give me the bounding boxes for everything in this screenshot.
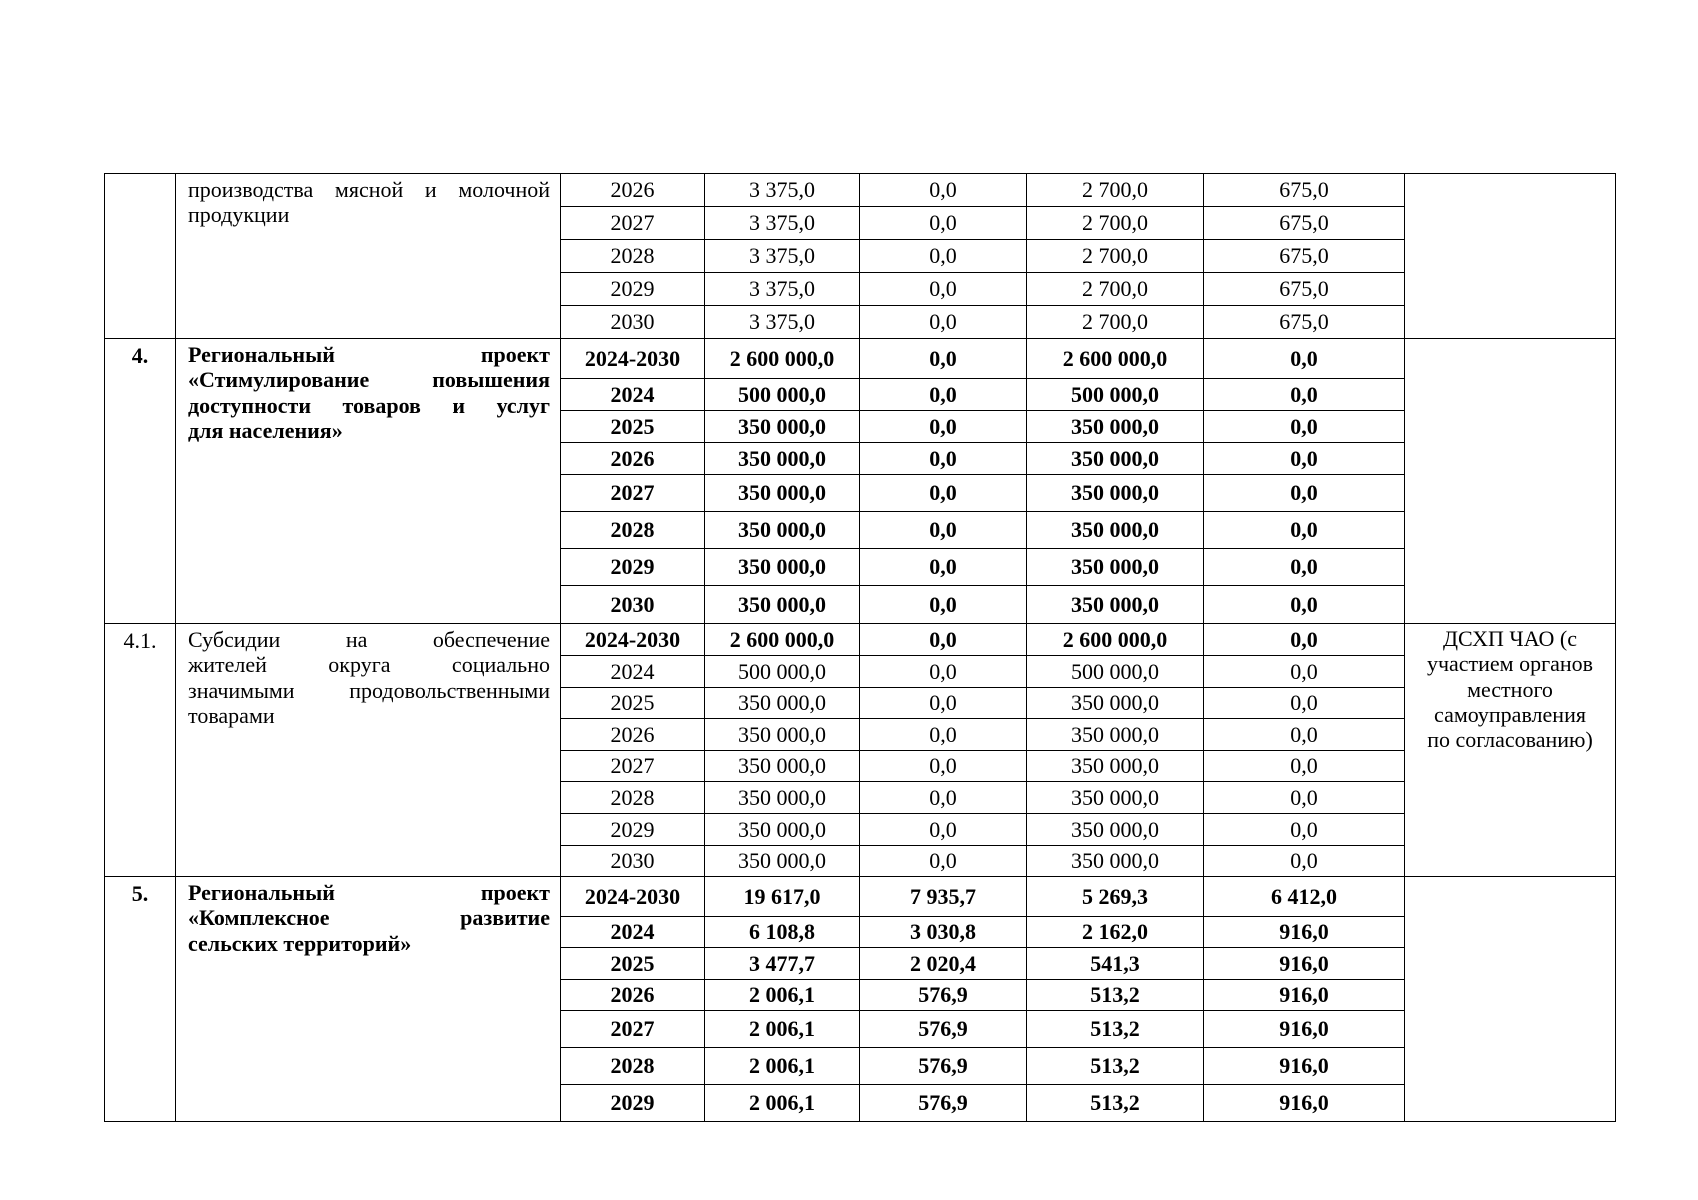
item-name bbox=[176, 624, 561, 877]
other-sources-cell: 0,0 bbox=[1204, 814, 1405, 846]
regional-budget-cell: 350 000,0 bbox=[1027, 782, 1204, 814]
total-cell: 2 006,1 bbox=[705, 980, 860, 1011]
item-name bbox=[176, 174, 561, 339]
responsible-executor bbox=[1405, 877, 1616, 1122]
other-sources-cell: 0,0 bbox=[1204, 656, 1405, 688]
item-name-line: продукции bbox=[188, 202, 290, 228]
regional-budget-cell: 513,2 bbox=[1027, 1085, 1204, 1122]
other-sources-cell: 0,0 bbox=[1204, 411, 1405, 443]
total-cell: 350 000,0 bbox=[705, 443, 860, 475]
regional-budget-cell: 541,3 bbox=[1027, 948, 1204, 980]
responsible-line: ДСХП ЧАО (с bbox=[1443, 626, 1577, 651]
total-cell: 350 000,0 bbox=[705, 688, 860, 719]
regional-budget-cell: 513,2 bbox=[1027, 1011, 1204, 1048]
item-name-line: «Стимулирование повышения bbox=[188, 367, 550, 393]
year-cell: 2028 bbox=[561, 512, 705, 549]
regional-budget-cell: 513,2 bbox=[1027, 980, 1204, 1011]
total-cell: 350 000,0 bbox=[705, 751, 860, 782]
total-cell: 350 000,0 bbox=[705, 846, 860, 877]
other-sources-cell: 0,0 bbox=[1204, 782, 1405, 814]
item-number: 5. bbox=[105, 877, 176, 1122]
other-sources-cell: 0,0 bbox=[1204, 751, 1405, 782]
table-row bbox=[105, 624, 1616, 656]
program-funding-table bbox=[104, 173, 1616, 1122]
federal-budget-cell: 0,0 bbox=[860, 751, 1027, 782]
federal-budget-cell: 0,0 bbox=[860, 475, 1027, 512]
item-number: 4.1. bbox=[105, 624, 176, 877]
regional-budget-cell: 5 269,3 bbox=[1027, 877, 1204, 917]
federal-budget-cell: 0,0 bbox=[860, 411, 1027, 443]
federal-budget-cell: 576,9 bbox=[860, 1011, 1027, 1048]
year-cell: 2027 bbox=[561, 207, 705, 240]
year-cell: 2024 bbox=[561, 656, 705, 688]
regional-budget-cell: 2 700,0 bbox=[1027, 174, 1204, 207]
regional-budget-cell: 350 000,0 bbox=[1027, 846, 1204, 877]
total-cell: 3 375,0 bbox=[705, 306, 860, 339]
regional-budget-cell: 500 000,0 bbox=[1027, 656, 1204, 688]
item-name-line: «Комплексное развитие bbox=[188, 905, 550, 931]
federal-budget-cell: 0,0 bbox=[860, 624, 1027, 656]
table-row bbox=[105, 877, 1616, 917]
year-cell: 2030 bbox=[561, 846, 705, 877]
year-cell: 2029 bbox=[561, 1085, 705, 1122]
total-cell: 350 000,0 bbox=[705, 814, 860, 846]
year-cell: 2024 bbox=[561, 379, 705, 411]
year-cell: 2029 bbox=[561, 814, 705, 846]
other-sources-cell: 0,0 bbox=[1204, 475, 1405, 512]
federal-budget-cell: 0,0 bbox=[860, 339, 1027, 379]
total-cell: 2 006,1 bbox=[705, 1085, 860, 1122]
item-number bbox=[105, 174, 176, 339]
federal-budget-cell: 576,9 bbox=[860, 1085, 1027, 1122]
year-cell: 2025 bbox=[561, 948, 705, 980]
total-cell: 350 000,0 bbox=[705, 782, 860, 814]
other-sources-cell: 916,0 bbox=[1204, 917, 1405, 948]
year-cell: 2025 bbox=[561, 688, 705, 719]
federal-budget-cell: 2 020,4 bbox=[860, 948, 1027, 980]
regional-budget-cell: 350 000,0 bbox=[1027, 688, 1204, 719]
federal-budget-cell: 0,0 bbox=[860, 656, 1027, 688]
responsible-line: самоуправления bbox=[1434, 701, 1586, 727]
regional-budget-cell: 350 000,0 bbox=[1027, 475, 1204, 512]
federal-budget-cell: 0,0 bbox=[860, 549, 1027, 586]
regional-budget-cell: 513,2 bbox=[1027, 1048, 1204, 1085]
total-cell: 500 000,0 bbox=[705, 379, 860, 411]
regional-budget-cell: 2 700,0 bbox=[1027, 273, 1204, 306]
other-sources-cell: 916,0 bbox=[1204, 980, 1405, 1011]
regional-budget-cell: 350 000,0 bbox=[1027, 443, 1204, 475]
other-sources-cell: 0,0 bbox=[1204, 339, 1405, 379]
item-name-line: товарами bbox=[188, 702, 275, 728]
other-sources-cell: 675,0 bbox=[1204, 273, 1405, 306]
federal-budget-cell: 0,0 bbox=[860, 379, 1027, 411]
federal-budget-cell: 0,0 bbox=[860, 586, 1027, 624]
regional-budget-cell: 2 600 000,0 bbox=[1027, 624, 1204, 656]
federal-budget-cell: 0,0 bbox=[860, 719, 1027, 751]
item-name-line: сельских территорий» bbox=[188, 930, 412, 956]
regional-budget-cell: 2 162,0 bbox=[1027, 917, 1204, 948]
other-sources-cell: 675,0 bbox=[1204, 207, 1405, 240]
table-row bbox=[105, 174, 1616, 207]
other-sources-cell: 0,0 bbox=[1204, 379, 1405, 411]
federal-budget-cell: 576,9 bbox=[860, 1048, 1027, 1085]
year-cell: 2029 bbox=[561, 273, 705, 306]
item-name bbox=[176, 339, 561, 624]
item-name-line: для населения» bbox=[188, 417, 343, 443]
regional-budget-cell: 350 000,0 bbox=[1027, 814, 1204, 846]
item-name-line: Региональный проект bbox=[188, 880, 550, 905]
year-cell: 2028 bbox=[561, 240, 705, 273]
table-row bbox=[105, 339, 1616, 379]
other-sources-cell: 6 412,0 bbox=[1204, 877, 1405, 917]
total-cell: 350 000,0 bbox=[705, 549, 860, 586]
other-sources-cell: 675,0 bbox=[1204, 240, 1405, 273]
federal-budget-cell: 0,0 bbox=[860, 782, 1027, 814]
item-name-line: производства мясной и молочной bbox=[188, 177, 550, 202]
total-cell: 3 375,0 bbox=[705, 207, 860, 240]
item-name-line: доступности товаров и услуг bbox=[188, 392, 550, 418]
other-sources-cell: 0,0 bbox=[1204, 586, 1405, 624]
other-sources-cell: 0,0 bbox=[1204, 549, 1405, 586]
other-sources-cell: 0,0 bbox=[1204, 719, 1405, 751]
other-sources-cell: 675,0 bbox=[1204, 306, 1405, 339]
regional-budget-cell: 350 000,0 bbox=[1027, 512, 1204, 549]
federal-budget-cell: 0,0 bbox=[860, 688, 1027, 719]
item-name-line: Субсидии на обеспечение bbox=[188, 627, 550, 652]
regional-budget-cell: 2 700,0 bbox=[1027, 240, 1204, 273]
total-cell: 3 375,0 bbox=[705, 273, 860, 306]
regional-budget-cell: 500 000,0 bbox=[1027, 379, 1204, 411]
other-sources-cell: 916,0 bbox=[1204, 948, 1405, 980]
total-cell: 3 375,0 bbox=[705, 240, 860, 273]
year-cell: 2025 bbox=[561, 411, 705, 443]
federal-budget-cell: 0,0 bbox=[860, 306, 1027, 339]
year-cell: 2026 bbox=[561, 719, 705, 751]
federal-budget-cell: 0,0 bbox=[860, 512, 1027, 549]
federal-budget-cell: 3 030,8 bbox=[860, 917, 1027, 948]
federal-budget-cell: 0,0 bbox=[860, 273, 1027, 306]
total-cell: 19 617,0 bbox=[705, 877, 860, 917]
year-cell: 2024 bbox=[561, 917, 705, 948]
regional-budget-cell: 350 000,0 bbox=[1027, 549, 1204, 586]
federal-budget-cell: 0,0 bbox=[860, 207, 1027, 240]
year-cell: 2029 bbox=[561, 549, 705, 586]
total-cell: 6 108,8 bbox=[705, 917, 860, 948]
regional-budget-cell: 2 700,0 bbox=[1027, 306, 1204, 339]
other-sources-cell: 0,0 bbox=[1204, 688, 1405, 719]
total-cell: 350 000,0 bbox=[705, 586, 860, 624]
regional-budget-cell: 350 000,0 bbox=[1027, 751, 1204, 782]
federal-budget-cell: 0,0 bbox=[860, 174, 1027, 207]
year-cell: 2028 bbox=[561, 1048, 705, 1085]
federal-budget-cell: 7 935,7 bbox=[860, 877, 1027, 917]
total-cell: 2 600 000,0 bbox=[705, 339, 860, 379]
year-cell: 2027 bbox=[561, 751, 705, 782]
item-name-line: жителей округа социально bbox=[188, 652, 550, 678]
other-sources-cell: 0,0 bbox=[1204, 512, 1405, 549]
item-name-line: значимыми продовольственными bbox=[188, 677, 550, 703]
table-body bbox=[105, 174, 1616, 1122]
year-cell: 2026 bbox=[561, 174, 705, 207]
total-cell: 350 000,0 bbox=[705, 411, 860, 443]
item-name bbox=[176, 877, 561, 1122]
responsible-line: местного bbox=[1467, 676, 1553, 702]
item-number: 4. bbox=[105, 339, 176, 624]
responsible-executor bbox=[1405, 624, 1616, 877]
responsible-line: участием органов bbox=[1426, 651, 1594, 677]
regional-budget-cell: 350 000,0 bbox=[1027, 411, 1204, 443]
year-cell: 2030 bbox=[561, 586, 705, 624]
year-cell: 2027 bbox=[561, 1011, 705, 1048]
year-cell: 2026 bbox=[561, 443, 705, 475]
other-sources-cell: 916,0 bbox=[1204, 1048, 1405, 1085]
regional-budget-cell: 350 000,0 bbox=[1027, 719, 1204, 751]
total-cell: 2 600 000,0 bbox=[705, 624, 860, 656]
regional-budget-cell: 2 600 000,0 bbox=[1027, 339, 1204, 379]
year-cell: 2028 bbox=[561, 782, 705, 814]
total-cell: 3 477,7 bbox=[705, 948, 860, 980]
other-sources-cell: 0,0 bbox=[1204, 846, 1405, 877]
year-cell: 2026 bbox=[561, 980, 705, 1011]
other-sources-cell: 0,0 bbox=[1204, 443, 1405, 475]
year-cell: 2024-2030 bbox=[561, 339, 705, 379]
total-cell: 350 000,0 bbox=[705, 512, 860, 549]
item-name-line: Региональный проект bbox=[188, 342, 550, 367]
total-cell: 2 006,1 bbox=[705, 1048, 860, 1085]
federal-budget-cell: 0,0 bbox=[860, 846, 1027, 877]
other-sources-cell: 675,0 bbox=[1204, 174, 1405, 207]
total-cell: 2 006,1 bbox=[705, 1011, 860, 1048]
year-cell: 2024-2030 bbox=[561, 624, 705, 656]
responsible-executor bbox=[1405, 174, 1616, 339]
federal-budget-cell: 0,0 bbox=[860, 240, 1027, 273]
federal-budget-cell: 0,0 bbox=[860, 814, 1027, 846]
regional-budget-cell: 350 000,0 bbox=[1027, 586, 1204, 624]
year-cell: 2030 bbox=[561, 306, 705, 339]
responsible-executor bbox=[1405, 339, 1616, 624]
year-cell: 2024-2030 bbox=[561, 877, 705, 917]
total-cell: 3 375,0 bbox=[705, 174, 860, 207]
regional-budget-cell: 2 700,0 bbox=[1027, 207, 1204, 240]
total-cell: 350 000,0 bbox=[705, 719, 860, 751]
federal-budget-cell: 576,9 bbox=[860, 980, 1027, 1011]
responsible-line: по согласованию) bbox=[1427, 727, 1593, 753]
other-sources-cell: 916,0 bbox=[1204, 1085, 1405, 1122]
total-cell: 350 000,0 bbox=[705, 475, 860, 512]
other-sources-cell: 916,0 bbox=[1204, 1011, 1405, 1048]
other-sources-cell: 0,0 bbox=[1204, 624, 1405, 656]
year-cell: 2027 bbox=[561, 475, 705, 512]
total-cell: 500 000,0 bbox=[705, 656, 860, 688]
federal-budget-cell: 0,0 bbox=[860, 443, 1027, 475]
